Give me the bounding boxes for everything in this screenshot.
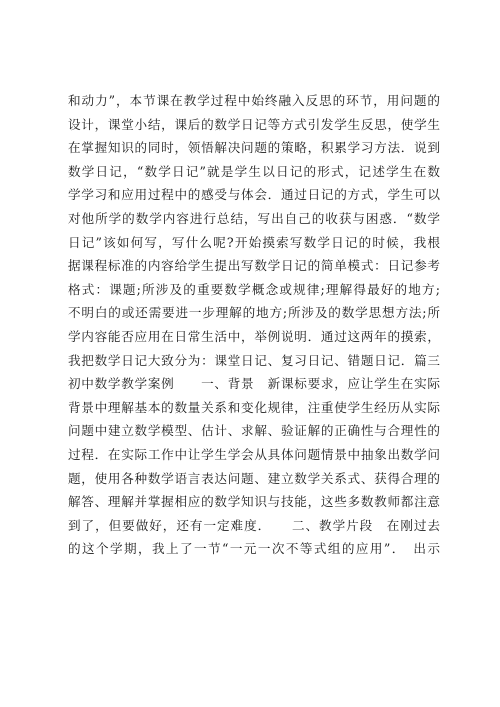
text-line: 对他所学的数学内容进行总结，写出自己的收获与困惑．“数学 [68,210,440,226]
text-line: 学学习和应用过程中的感受与体会．通过日记的方式，学生可以 [68,187,440,203]
text-line: 我把数学日记大致分为：课堂日记、复习日记、错题日记．篇三 [68,352,440,368]
text-line: 解答、理解并掌握相应的数学知识与技能，这些多数教师都注意 [68,494,440,510]
text-line: 题，使用各种数学语言表达问题、建立数学关系式、获得合理的 [68,470,440,486]
text-line: 格式：课题;所涉及的重要数学概念或规律;理解得最好的地方; [68,281,440,297]
text-line: 据课程标准的内容给学生提出写数学日记的简单模式：日记参考 [68,258,440,274]
text-line: 和动力”，本节课在教学过程中始终融入反思的环节，用问题的 [68,93,440,108]
text-line: 问题中建立数学模型、估计、求解、验证解的正确性与合理性的 [68,423,440,439]
body-text [68,89,440,561]
text-line: 设计，课堂小结，课后的数学日记等方式引发学生反思，使学生 [68,116,440,132]
text-line: 背景中理解基本的数量关系和变化规律，注重使学生经历从实际 [68,399,440,415]
text-line: 日记”该如何写，写什么呢?开始摸索写数学日记的时候，我根 [68,234,440,250]
text-line: 过程．在实际工作中让学生学会从具体问题情景中抽象出数学问 [68,446,440,462]
text-line: 数学日记，“数学日记”就是学生以日记的形式，记述学生在数 [68,163,440,179]
text-line: 在掌握知识的同时，领悟解决问题的策略，积累学习方法．说到 [68,140,440,156]
text-line: 不明白的或还需要进一步理解的地方;所涉及的数学思想方法;所 [68,305,440,321]
text-line: 到了，但要做好，还有一定难度． 二、教学片段 在刚过去 [68,517,440,533]
text-line: 学内容能否应用在日常生活中，举例说明．通过这两年的摸索， [68,328,440,344]
text-line: 初中数学教学案例 一、背景 新课标要求，应让学生在实际 [68,376,440,392]
text-line: 的这个学期，我上了一节“一元一次不等式组的应用”． 出示 [68,541,440,557]
